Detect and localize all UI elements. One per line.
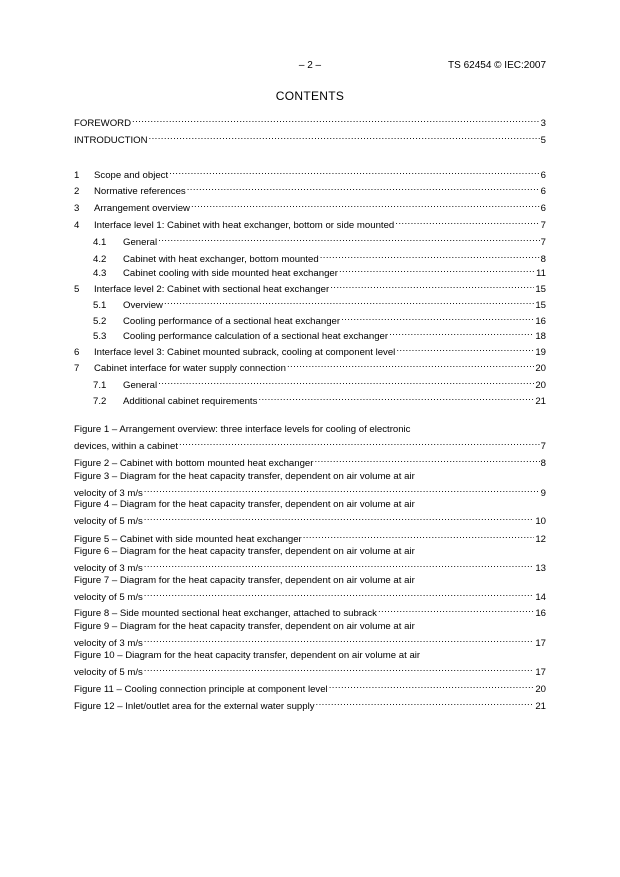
section-title: Overview (123, 300, 163, 311)
toc-entry-page: 5 (540, 135, 546, 146)
section-page: 8 (540, 254, 546, 265)
section-page: 21 (535, 396, 546, 407)
section-number: 4 (74, 220, 80, 231)
section-page: 7 (540, 220, 546, 231)
figure-page: 21 (535, 701, 546, 712)
toc-section-7[interactable] (74, 358, 546, 374)
toc-entry-introduction[interactable] (74, 130, 546, 146)
section-page: 20 (535, 363, 546, 374)
leader-dots (132, 113, 540, 126)
leader-dots (149, 130, 540, 143)
leader-dots (389, 326, 534, 339)
toc-section-6[interactable] (74, 342, 546, 358)
section-title: Additional cabinet requirements (123, 396, 258, 407)
figure-page: 10 (535, 516, 546, 527)
leader-dots (144, 483, 540, 496)
section-title: Cabinet with heat exchanger, bottom mounted (123, 254, 319, 265)
figure-caption-line: Figure 3 – Diagram for the heat capacity transfer, dependent on air volume at air (74, 471, 415, 482)
toc-section-7-2[interactable] (74, 391, 546, 407)
section-page: 15 (535, 300, 546, 311)
figure-page: 13 (535, 563, 546, 574)
figure-page: 14 (535, 592, 546, 603)
figure-caption-line: velocity of 3 m/s (74, 488, 143, 499)
leader-dots (144, 662, 535, 675)
toc-section-4-1[interactable] (74, 232, 546, 248)
section-title: General (123, 237, 158, 248)
section-page: 6 (540, 203, 546, 214)
leader-dots (303, 529, 535, 542)
toc-section-5-3[interactable] (74, 326, 546, 342)
toc-figure-3[interactable] (74, 470, 546, 499)
toc-figure-10[interactable] (74, 649, 546, 678)
page-number: – 2 – (298, 60, 322, 71)
section-page: 6 (540, 170, 546, 181)
document-id: TS 62454 © IEC:2007 (448, 60, 546, 71)
toc-section-4[interactable] (74, 215, 546, 231)
figure-page: 7 (540, 441, 546, 452)
section-page: 11 (536, 268, 546, 279)
toc-section-2[interactable] (74, 181, 546, 197)
leader-dots (378, 603, 534, 616)
figure-caption-line: Figure 5 – Cabinet with side mounted heat exchanger (74, 534, 302, 545)
toc-section-1[interactable] (74, 165, 546, 181)
leader-dots (187, 181, 540, 194)
toc-section-4-3[interactable] (74, 263, 546, 279)
toc-entry-text: INTRODUCTION (74, 135, 148, 146)
figure-caption-line: Figure 11 – Cooling connection principle at component level (74, 684, 328, 695)
leader-dots (287, 358, 534, 371)
figure-page: 16 (535, 608, 546, 619)
section-number: 7 (74, 363, 80, 374)
toc-section-5-2[interactable] (74, 311, 546, 327)
figure-caption-line: velocity of 3 m/s (74, 638, 143, 649)
leader-dots (164, 295, 534, 308)
toc-entry-page: 3 (540, 118, 546, 129)
leader-dots (191, 198, 540, 211)
section-number: 7.2 (93, 396, 107, 407)
section-page: 19 (535, 347, 546, 358)
toc-figure-7[interactable] (74, 574, 546, 603)
toc-section-5[interactable] (74, 279, 546, 295)
leader-dots (144, 633, 535, 646)
figure-caption-line: Figure 9 – Diagram for the heat capacity transfer, dependent on air volume at air (74, 621, 415, 632)
toc-figure-6[interactable] (74, 545, 546, 574)
figure-page: 9 (540, 488, 546, 499)
toc-figure-1[interactable] (74, 423, 546, 452)
section-number: 4.2 (93, 254, 107, 265)
toc-figure-12[interactable] (74, 696, 546, 712)
figure-caption-line: velocity of 3 m/s (74, 563, 143, 574)
figure-caption-line: Figure 10 – Diagram for the heat capacity transfer, dependent on air volume at air (74, 650, 421, 661)
section-page: 20 (535, 380, 546, 391)
section-number: 6 (74, 347, 80, 358)
leader-dots (316, 696, 535, 709)
leader-dots (341, 311, 534, 324)
leader-dots (339, 263, 535, 276)
section-page: 16 (535, 316, 546, 327)
leader-dots (144, 511, 535, 524)
figure-page: 8 (540, 458, 546, 469)
leader-dots (396, 342, 534, 355)
section-number: 5 (74, 284, 80, 295)
figure-caption-line: devices, within a cabinet (74, 441, 178, 452)
leader-dots (258, 391, 534, 404)
leader-dots (320, 249, 540, 262)
leader-dots (144, 558, 535, 571)
leader-dots (179, 436, 540, 449)
section-title: Cabinet interface for water supply connection (94, 363, 286, 374)
toc-figure-4[interactable] (74, 498, 546, 527)
contents-title: CONTENTS (275, 89, 345, 103)
figure-caption-line: velocity of 5 m/s (74, 592, 143, 603)
toc-figure-11[interactable] (74, 679, 546, 695)
section-number: 5.3 (93, 331, 107, 342)
section-number: 3 (74, 203, 80, 214)
figure-caption-line: Figure 12 – Inlet/outlet area for the external water supply (74, 701, 315, 712)
section-title: Interface level 2: Cabinet with sectional heat exchanger (94, 284, 330, 295)
section-title: Arrangement overview (94, 203, 190, 214)
section-number: 4.1 (93, 237, 107, 248)
figure-caption-line: Figure 8 – Side mounted sectional heat exchanger, attached to subrack (74, 608, 377, 619)
section-title: Cooling performance calculation of a sectional heat exchanger (123, 331, 389, 342)
figure-caption-line: velocity of 5 m/s (74, 516, 143, 527)
section-title: Scope and object (94, 170, 169, 181)
toc-figure-8[interactable] (74, 603, 546, 619)
figure-page: 17 (535, 667, 546, 678)
toc-entry-text: FOREWORD (74, 118, 132, 129)
section-number: 7.1 (93, 380, 107, 391)
section-page: 7 (540, 237, 546, 248)
toc-figure-2[interactable] (74, 453, 546, 469)
toc-entry-foreword[interactable] (74, 113, 546, 129)
figure-caption-line: Figure 7 – Diagram for the heat capacity transfer, dependent on air volume at air (74, 575, 415, 586)
leader-dots (395, 215, 539, 228)
leader-dots (169, 165, 540, 178)
table-of-contents (74, 0, 546, 877)
leader-dots (144, 587, 535, 600)
leader-dots (158, 232, 540, 245)
toc-section-4-2[interactable] (74, 249, 546, 265)
section-page: 18 (535, 331, 546, 342)
section-number: 5.1 (93, 300, 107, 311)
toc-figure-9[interactable] (74, 620, 546, 649)
section-title: General (123, 380, 158, 391)
leader-dots (158, 375, 534, 388)
figure-page: 20 (535, 684, 546, 695)
toc-section-3[interactable] (74, 198, 546, 214)
section-title: Cabinet cooling with side mounted heat exchanger (123, 268, 338, 279)
toc-section-7-1[interactable] (74, 375, 546, 391)
leader-dots (330, 279, 534, 292)
toc-section-5-1[interactable] (74, 295, 546, 311)
figure-page: 17 (535, 638, 546, 649)
leader-dots (314, 453, 539, 466)
section-number: 2 (74, 186, 80, 197)
section-page: 6 (540, 186, 546, 197)
figure-caption-line: Figure 1 – Arrangement overview: three interface levels for cooling of electronic (74, 424, 411, 435)
figure-caption-line: Figure 6 – Diagram for the heat capacity transfer, dependent on air volume at air (74, 546, 415, 557)
section-title: Normative references (94, 186, 186, 197)
figure-caption-line: Figure 4 – Diagram for the heat capacity transfer, dependent on air volume at air (74, 499, 415, 510)
leader-dots (329, 679, 535, 692)
figure-caption-line: velocity of 5 m/s (74, 667, 143, 678)
section-page: 15 (535, 284, 546, 295)
section-title: Interface level 3: Cabinet mounted subrack, cooling at component level (94, 347, 396, 358)
section-number: 5.2 (93, 316, 107, 327)
toc-figure-5[interactable] (74, 529, 546, 545)
figure-caption-line: Figure 2 – Cabinet with bottom mounted heat exchanger (74, 458, 314, 469)
section-title: Interface level 1: Cabinet with heat exchanger, bottom or side mounted (94, 220, 395, 231)
section-title: Cooling performance of a sectional heat exchanger (123, 316, 341, 327)
figure-page: 12 (535, 534, 546, 545)
section-number: 1 (74, 170, 80, 181)
section-number: 4.3 (93, 268, 107, 279)
